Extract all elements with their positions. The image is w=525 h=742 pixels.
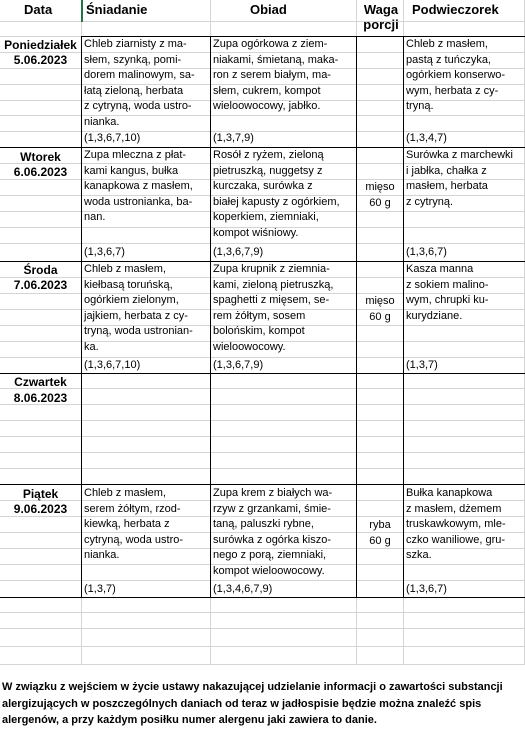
lunch-cell[interactable]: Zupa ogórkowa z ziem- niakami, śmietaną, maka- ron z serem białym, ma- słem, cukrem, kompot wieloowocowy, jabłko. (213, 38, 339, 112)
breakfast-allergens: (1,3,7) (84, 583, 116, 595)
snack-allergens: (1,3,6,7) (406, 246, 447, 258)
day-name: Środa (23, 263, 58, 277)
day-name: Wtorek (20, 150, 61, 164)
day-date: 9.06.2023 (13, 502, 68, 516)
day-date: 5.06.2023 (13, 53, 68, 67)
header-sniadanie: Śniadanie (86, 2, 148, 17)
header-data: Data (24, 2, 53, 17)
snack-allergens: (1,3,4,7) (406, 132, 447, 144)
day-date: 6.06.2023 (13, 165, 68, 179)
snack-allergens: (1,3,7) (406, 359, 438, 371)
snack-cell[interactable]: Surówka z marchewki i jabłka, chałka z masłem, herbata z cytryną. (406, 149, 513, 208)
active-cell-indicator (81, 0, 83, 22)
lunch-cell[interactable]: Rosół z ryżem, zieloną pietruszką, nuggetsy z kurczaka, surówka z białej kapusty z ogórkiem, koperkiem, ziemniaki, kompot wiśniowy. (213, 149, 340, 239)
day-date: 7.06.2023 (13, 278, 68, 292)
allergen-note: W związku z wejściem w życie ustawy nakazującej udzielanie informacji o zawartości substancji alergizujących w poszczególnych daniach od teraz w jadłospisie będzie można znaleźć spis alergenów, a przy każdym posiłku numer alergenu jaki zawiera to danie. (2, 681, 503, 726)
breakfast-allergens: (1,3,6,7,10) (84, 132, 141, 144)
breakfast-allergens: (1,3,6,7,10) (84, 359, 141, 371)
lunch-allergens: (1,3,7,9) (213, 132, 254, 144)
day-name: Piątek (22, 487, 59, 501)
breakfast-allergens: (1,3,6,7) (84, 246, 125, 258)
day-date: 8.06.2023 (13, 391, 68, 405)
snack-cell[interactable]: Bułka kanapkowa z masłem, dżemem truskawkowym, mle- czko waniliowe, gru- szka. (406, 487, 506, 561)
breakfast-cell[interactable]: Chleb z masłem, serem żółtym, rzod- kiewką, herbata z cytryną, woda ustro- nianka. (84, 487, 184, 561)
header-waga: Waga porcji (363, 2, 399, 32)
lunch-cell[interactable]: Zupa krem z białych wa- rzyw z grzankami, śmie- taną, paluszki rybne, surówka z ogórka kiszo- nego z porą, ziemniaki, kompot wieloowocowy. (213, 487, 333, 577)
portion-weight: mięso 60 g (365, 181, 395, 209)
portion-weight: ryba 60 g (369, 519, 391, 547)
header-podwieczorek: Podwieczorek (412, 2, 499, 17)
day-name: Poniedziałek (4, 38, 77, 52)
lunch-allergens: (1,3,6,7,9) (213, 359, 264, 371)
snack-allergens: (1,3,6,7) (406, 583, 447, 595)
breakfast-cell[interactable]: Chleb ziarnisty z ma- słem, szynką, pomi- dorem malinowym, sa- łatą zieloną, herbata z cytryną, woda ustro- nianka. (84, 38, 195, 128)
lunch-cell[interactable]: Zupa krupnik z ziemnia- kami, zieloną pietruszką, spaghetti z mięsem, se- rem żółtym, sosem bolońskim, kompot wieloowocowy. (213, 263, 334, 353)
snack-cell[interactable]: Chleb z masłem, pastą z tuńczyka, ogórkiem konserwo- wym, herbata z cy- tryną. (406, 38, 506, 112)
lunch-allergens: (1,3,4,6,7,9) (213, 583, 273, 595)
breakfast-cell[interactable]: Chleb z masłem, kiełbasą toruńską, ogórkiem zielonym, jajkiem, herbata z cy- tryną, woda ustronian- ka. (84, 263, 193, 353)
day-name: Czwartek (14, 375, 67, 389)
portion-weight: mięso 60 g (365, 295, 395, 323)
header-obiad: Obiad (250, 2, 287, 17)
snack-cell[interactable]: Kasza manna z sokiem malino- wym, chrupki ku- kurydziane. (406, 263, 489, 322)
breakfast-cell[interactable]: Zupa mleczna z płat- kami kangus, bułka kanapkowa z masłem, woda ustronianka, ba- nan. (84, 149, 193, 223)
lunch-allergens: (1,3,6,7,9) (213, 246, 264, 258)
